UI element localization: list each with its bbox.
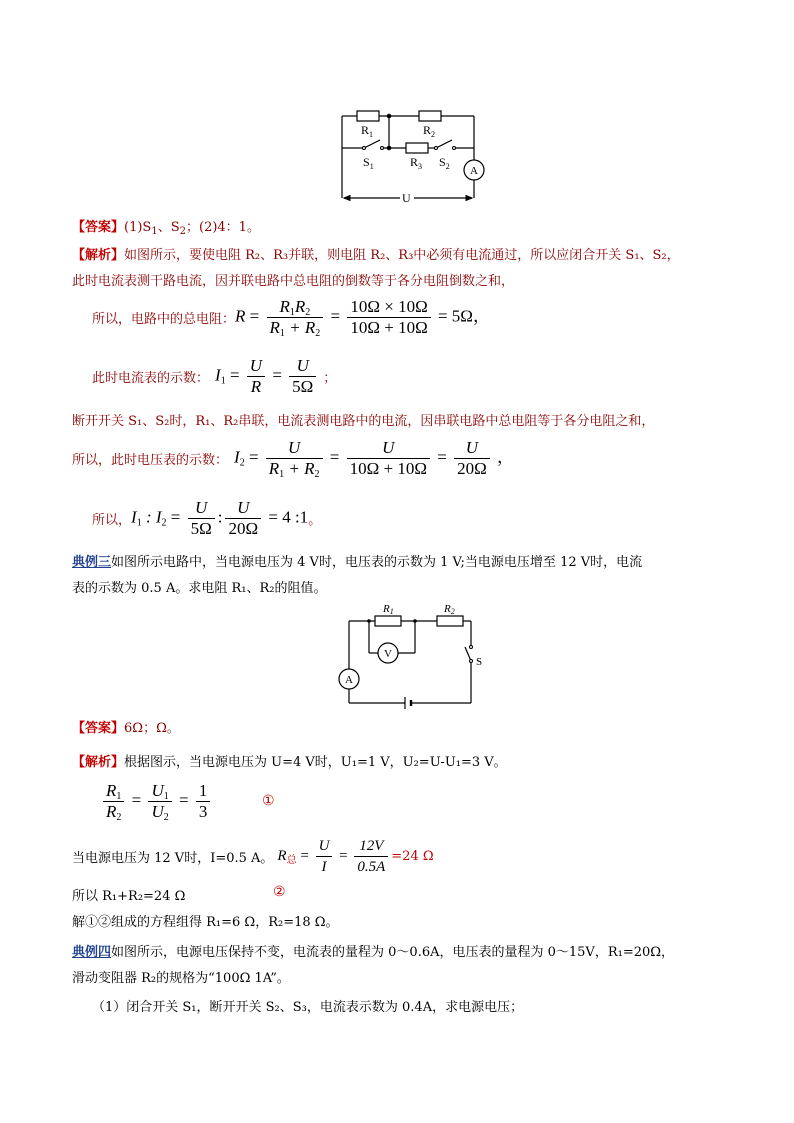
answer-1: 【答案】$(1)S_1$、$S_2$；(2)4：1。 bbox=[72, 220, 260, 237]
resistor-r1 bbox=[375, 616, 401, 626]
formula-i1: $I_1$ = $\frac{U}{R}$ = $\frac{U}{5\Omega}$ bbox=[215, 356, 319, 397]
equation-marker-2: ② bbox=[273, 884, 286, 900]
circuit-diagram-2 bbox=[333, 601, 483, 711]
label-voltage: U bbox=[402, 191, 411, 204]
example-3-tag: 典例三 bbox=[72, 555, 112, 570]
formula-i2: $I_2$ = $\frac{U}{R_1 + R_2}$ = $\frac{U}{10\Omega + 10\Omega}$ = $\frac{U}{20\Omega}$ ， bbox=[234, 437, 514, 480]
switch-s1 bbox=[364, 140, 380, 148]
label-r2: $R_2$ bbox=[423, 123, 436, 139]
label-s2: $S_2$ bbox=[439, 155, 450, 171]
label-r1: $R_1$ bbox=[361, 123, 374, 139]
label-ammeter: A bbox=[470, 165, 478, 177]
analysis-2-line-3: 所以 R₁+R₂=24 Ω bbox=[72, 889, 186, 904]
analysis-1-series-line: 断开开关 S₁、S₂时，R₁、R₂串联，电流表测电路中的电流，因串联电路中总电阻等于各分电阻之和， bbox=[72, 414, 655, 429]
example-4-tag: 典例四 bbox=[72, 945, 112, 960]
analysis-1-line-2: 此时电流表测干路电流，因并联电路中总电阻的倒数等于各分电阻倒数之和， bbox=[72, 274, 515, 289]
ratio-row: 所以， $I_1$ : $I_2$ = $\frac{U}{5\Omega}$ : $\frac{U}{20\Omega}$ = 4 :1 。 bbox=[92, 497, 322, 538]
answer-2: 【答案】6Ω；Ω。 bbox=[72, 721, 180, 736]
circuit-diagram-1 bbox=[330, 104, 500, 204]
resistor-r3 bbox=[406, 143, 428, 153]
analysis-2-line-4: 解①②组成的方程组得 R₁=6 Ω，R₂=18 Ω。 bbox=[72, 915, 339, 930]
formula-r-total: $R_总$ = $\frac{U}{I}$ = $\frac{12V}{0.5A}$ bbox=[277, 836, 391, 877]
example-4-line-2: 滑动变阻器 R₂的规格为“100Ω 1A”。 bbox=[72, 971, 290, 986]
analysis-1-line-1: 【解析】如图所示，要使电阻 R₂、R₃并联，则电阻 R₂、R₃中必须有电流通过，所以应闭合开关 S₁、S₂， bbox=[72, 248, 680, 263]
current-i2-row: 所以，此时电压表的示数： $I_2$ = $\frac{U}{R_1 + R_2}$ = $\frac{U}{10\Omega + 10\Omega}$ = $\frac{U}{20\Omega}$ ， bbox=[72, 437, 514, 480]
label-switch: S bbox=[476, 656, 483, 668]
label-r2: R2 bbox=[444, 603, 455, 616]
switch-s bbox=[465, 647, 471, 661]
example-4-line-1: 典例四如图所示，电源电压保持不变，电流表的量程为 0～0.6A，电压表的量程为 0～15V，R₁=20Ω， bbox=[72, 945, 675, 960]
analysis-2-line-1: 【解析】根据图示，当电源电压为 U=4 V时，U₁=1 V，U₂=U-U₁=3 V。 bbox=[72, 755, 507, 770]
current-i1-row: 此时电流表的示数： $I_1$ = $\frac{U}{R}$ = $\frac{U}{5\Omega}$ ； bbox=[92, 355, 337, 396]
total-resistance-row: 所以，电路中的总电阻： R = $\frac{R_1R_2}{R_1 + R_2}$ = $\frac{10\Omega \times 10\Omega}{10\Omega + 10\Omega}$ = 5Ω， bbox=[92, 296, 490, 339]
label-s1: $S_1$ bbox=[363, 155, 374, 171]
label-ammeter: A bbox=[345, 674, 353, 686]
formula-total-resistance: R = $\frac{R_1R_2}{R_1 + R_2}$ = $\frac{10\Omega \times 10\Omega}{10\Omega + 10\Omega}$ = 5Ω， bbox=[235, 296, 490, 339]
label-r1: R1 bbox=[383, 603, 394, 616]
formula-r-ratio: $\frac{R_1}{R_2}$ = $\frac{U_1}{U_2}$ = $\frac{1}{3}$ bbox=[100, 781, 213, 822]
analysis-2-line-2: 当电源电压为 12 V时，I=0.5 A。 $R_总$ = $\frac{U}{I}$ = $\frac{12V}{0.5A}$ =24 Ω bbox=[72, 837, 434, 875]
formula-ratio: $I_1$ : $I_2$ = $\frac{U}{5\Omega}$ : $\frac{U}{20\Omega}$ = 4 :1 bbox=[131, 497, 309, 538]
ratio-equation-row bbox=[100, 776, 213, 826]
label-voltmeter: V bbox=[384, 648, 392, 660]
resistor-r2 bbox=[419, 111, 441, 121]
example-4-question-1: （1）闭合开关 S₁，断开开关 S₂、S₃，电流表示数为 0.4A，求电源电压； bbox=[92, 1000, 524, 1015]
switch-s2 bbox=[436, 140, 452, 148]
example-3-line-2: 表的示数为 0.5 A。求电阻 R₁、R₂的阻值。 bbox=[72, 581, 327, 596]
equation-marker-1: ① bbox=[262, 793, 275, 809]
resistor-r1 bbox=[357, 111, 379, 121]
resistor-r2 bbox=[437, 616, 463, 626]
example-3-line-1: 典例三如图所示电路中，当电源电压为 4 V时，电压表的示数为 1 V;当电源电压增至 12 V时，电流 bbox=[72, 555, 643, 570]
label-r3: $R_3$ bbox=[410, 155, 423, 171]
